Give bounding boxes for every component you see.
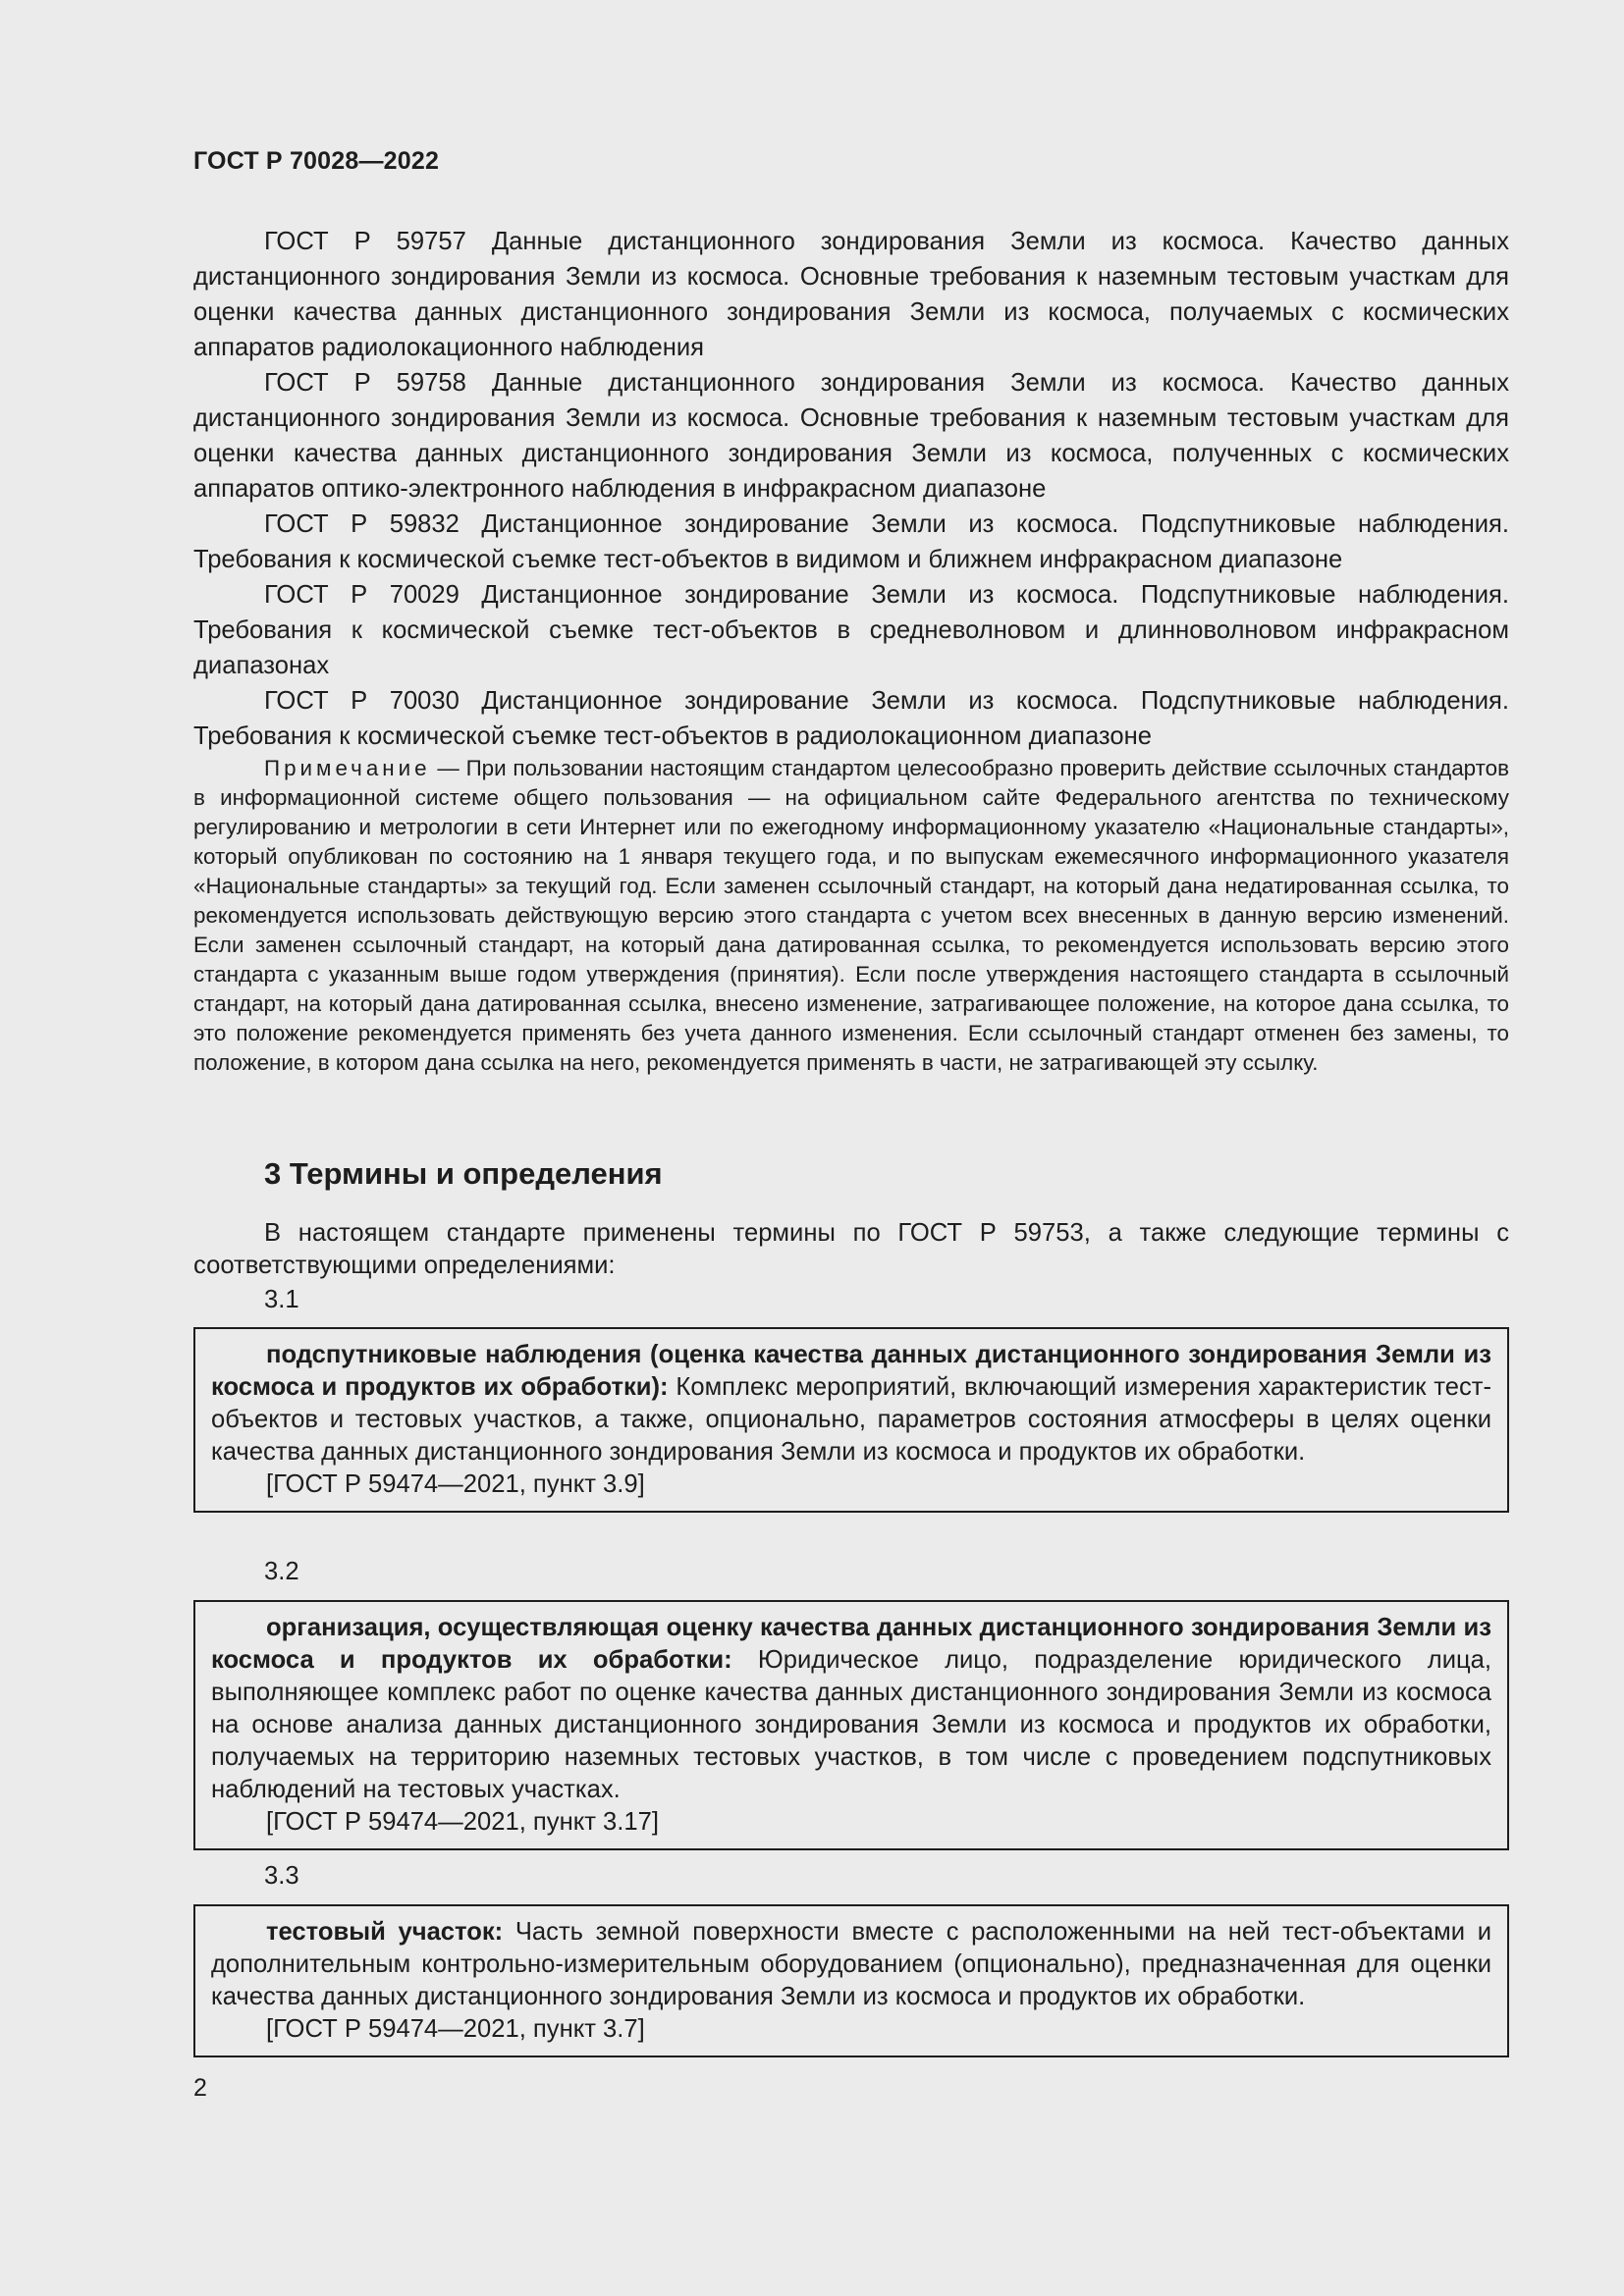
- document-header-code: ГОСТ Р 70028—2022: [193, 147, 440, 175]
- note-text: — При пользовании настоящим стандартом целесообразно проверить действие ссылочных стандартов в информационной системе общего пользования — на официальном сайте Федерального агентства по техническому регулированию и метрологии в сети Интернет или по ежегодному информационному указателю «Национальные стандарты», который опубликован по состоянию на 1 января текущего года, и по выпускам ежемесячного информационного указателя «Национальные стандарты» за текущий год. Если заменен ссылочный стандарт, на который дана недатированная ссылка, то рекомендуется использовать действующую версию этого стандарта с учетом всех внесенных в данную версию изменений. Если заменен ссылочный стандарт, на который дана датированная ссылка, то рекомендуется использовать версию этого стандарта с указанным выше годом утверждения (принятия). Если после утверждения настоящего стандарта в ссылочный стандарт, на который дана датированная ссылка, внесено изменение, затрагивающее положение, на которое дана ссылка, то это положение рекомендуется применять без учета данного изменения. Если ссылочный стандарт отменен без замены, то положение, в котором дана ссылка на него, рекомендуется применять в части, не затрагивающей эту ссылку.: [193, 756, 1509, 1075]
- term-source: [ГОСТ Р 59474—2021, пункт 3.7]: [266, 2015, 645, 2043]
- term-definition: Часть земной поверхности вместе с расположенными на ней тест-объектами и дополнительным контрольно-измерительным оборудованием (опционально), предназначенная для оценки качества данных дистанционного зондирования Земли из космоса и продуктов их обработки.: [211, 1918, 1491, 2010]
- term-definition-paragraph: [211, 1339, 1491, 1468]
- normative-references-list: [193, 224, 1509, 754]
- reference-item: ГОСТ Р 70029 Дистанционное зондирование Земли из космоса. Подспутниковые наблюдения. Требования к космической съемке тест-объектов в средневолновом и длинноволновом инфракрасном диапазонах: [193, 581, 1509, 679]
- term-name: организация, осуществляющая оценку качества данных дистанционного зондирования Земли из космоса и продуктов их обработки:: [211, 1614, 1491, 1674]
- references-note: [193, 754, 1509, 1078]
- reference-item: ГОСТ Р 59757 Данные дистанционного зондирования Земли из космоса. Качество данных дистанционного зондирования Земли из космоса. Основные требования к наземным тестовым участкам для оценки качества данных дистанционного зондирования Земли из космоса, получаемых с космических аппаратов радиолокационного наблюдения: [193, 228, 1509, 361]
- term-definition-paragraph: [211, 1916, 1491, 2013]
- reference-item: ГОСТ Р 59758 Данные дистанционного зондирования Земли из космоса. Качество данных дистанционного зондирования Земли из космоса. Основные требования к наземным тестовым участкам для оценки качества данных дистанционного зондирования Земли из космоса, полученных с космических аппаратов оптико-электронного наблюдения в инфракрасном диапазоне: [193, 369, 1509, 503]
- reference-item: ГОСТ Р 70030 Дистанционное зондирование Земли из космоса. Подспутниковые наблюдения. Требования к космической съемке тест-объектов в радиолокационном диапазоне: [193, 687, 1509, 750]
- term-source: [ГОСТ Р 59474—2021, пункт 3.9]: [266, 1470, 645, 1498]
- term-definition: Комплекс мероприятий, включающий измерения характеристик тест-объектов и тестовых участков, а также, опционально, параметров состояния атмосферы в целях оценки качества данных дистанционного зондирования Земли из космоса и продуктов их обработки.: [211, 1373, 1491, 1466]
- term-box: [193, 1600, 1509, 1850]
- section-intro: В настоящем стандарте применены термины по ГОСТ Р 59753, а также следующие термины с соответствующими определениями:: [193, 1219, 1509, 1279]
- note-lead: Примечание: [264, 756, 431, 780]
- term-number: 3.2: [264, 1558, 299, 1585]
- term-number: 3.3: [264, 1862, 299, 1890]
- term-name: подспутниковые наблюдения (оценка качества данных дистанционного зондирования Земли из космоса и продуктов их обработки):: [211, 1341, 1491, 1401]
- reference-item: ГОСТ Р 59832 Дистанционное зондирование Земли из космоса. Подспутниковые наблюдения. Требования к космической съемке тест-объектов в видимом и ближнем инфракрасном диапазоне: [193, 510, 1509, 573]
- term-definition-paragraph: [211, 1612, 1491, 1806]
- term-name: тестовый участок:: [266, 1918, 504, 1946]
- section-title: 3 Термины и определения: [264, 1156, 663, 1191]
- term-box: [193, 1904, 1509, 2057]
- term-box: [193, 1327, 1509, 1513]
- page-number: 2: [193, 2074, 207, 2102]
- term-number: 3.1: [264, 1286, 299, 1313]
- term-source: [ГОСТ Р 59474—2021, пункт 3.17]: [266, 1808, 659, 1836]
- term-definition: Юридическое лицо, подразделение юридического лица, выполняющее комплекс работ по оценке качества данных дистанционного зондирования Земли из космоса на основе анализа данных дистанционного зондирования Земли из космоса и продуктов их обработки, получаемых на территорию наземных тестовых участков, в том числе с проведением подспутниковых наблюдений на тестовых участках.: [211, 1646, 1492, 1803]
